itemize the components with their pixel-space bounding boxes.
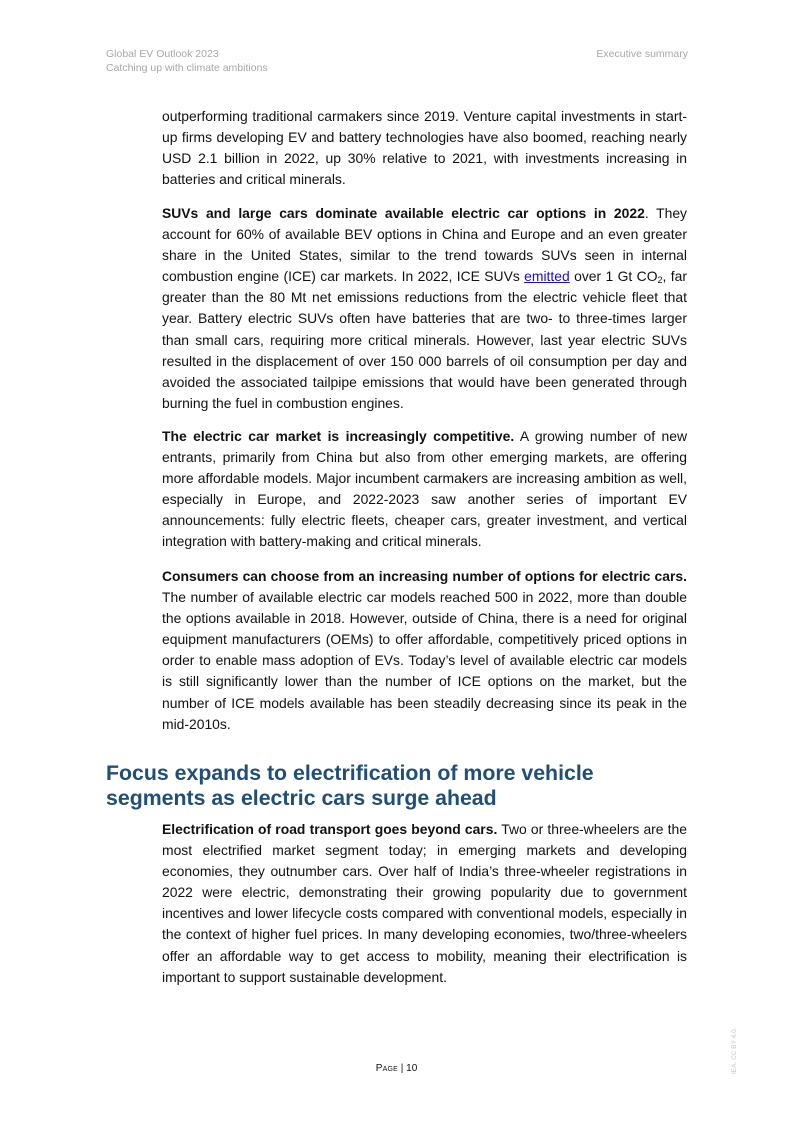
paragraph-competitive-market bbox=[162, 426, 687, 553]
paragraph-venture-capital bbox=[162, 106, 687, 190]
paragraph-text: The number of available electric car models reached 500 in 2022, more than double the options available in 2018. However, outside of China, there is a need for original equipment manufacturers (OEMs) to offer affordable, competitively priced options in order to enable mass adoption of EVs. Today’s level of available electric car models is still significantly lower than the number of ICE options on the market, but the number of ICE models available has been steadily decreasing since its peak in the mid-2010s. bbox=[162, 589, 687, 732]
emitted-link[interactable]: emitted bbox=[524, 268, 570, 285]
paragraph-consumer-options bbox=[162, 566, 687, 735]
section-heading bbox=[106, 761, 666, 811]
header-section-name: Executive summary bbox=[596, 48, 688, 60]
co2-subscript: 2 bbox=[657, 275, 663, 286]
paragraph-text: A growing number of new entrants, primarily from China but also from other emerging markets, are offering more affordable models. Major incumbent carmakers are increasing ambition as well, especially in Europe, and 2022-2023 saw another series of important EV announcements: fully electric fleets, cheaper cars, greater investment, and vertical integration with battery-making and critical minerals. bbox=[162, 428, 687, 550]
page-label: Page bbox=[375, 1063, 398, 1074]
page-separator: | bbox=[397, 1063, 407, 1074]
paragraph-text: . They account for 60% of available BEV options in China and Europe and an even greater share in the United States, similar to the trend towards SUVs seen in internal combustion engine (ICE) car markets. In 2022, ICE SUVs bbox=[162, 205, 687, 285]
page-header bbox=[106, 47, 688, 75]
section-heading-line2: segments as electric cars surge ahead bbox=[106, 786, 497, 810]
paragraph-lead: SUVs and large cars dominate available electric car options in 2022 bbox=[162, 205, 645, 221]
paragraph-text: , far greater than the 80 Mt net emissions reductions from the electric vehicle fleet that year. Battery electric SUVs often have batteries that are two- to three-times larger than small cars, requiring more critical minerals. However, last year electric SUVs resulted in the displacement of over 150 000 barrels of oil consumption per day and avoided the associated tailpipe emissions that would have been generated through burning the fuel in combustion engines. bbox=[162, 268, 688, 411]
paragraph-suvs bbox=[162, 203, 687, 414]
paragraph-lead: The electric car market is increasingly competitive. bbox=[162, 428, 515, 444]
paragraph-text: outperforming traditional carmakers since 2019. Venture capital investments in start-up firms developing EV and battery technologies have also boomed, reaching nearly USD 2.1 billion in 2022, up 30% relative to 2021, with investments increasing in batteries and critical minerals. bbox=[162, 108, 687, 188]
header-document-title: Global EV Outlook 2023 bbox=[106, 48, 219, 60]
section-heading-line1: Focus expands to electrification of more vehicle bbox=[106, 761, 594, 785]
header-document-subtitle: Catching up with climate ambitions bbox=[106, 62, 268, 74]
paragraph-road-transport bbox=[162, 819, 687, 988]
page-number: 10 bbox=[406, 1063, 418, 1074]
paragraph-text: Two or three-wheelers are the most electrified market segment today; in emerging markets and developing economies, they outnumber cars. Over half of India’s three-wheeler registrations in 2022 were electric, demonstrating their growing popularity due to government incentives and lower lifecycle costs compared with conventional models, especially in the context of higher fuel prices. In many developing economies, two/three-wheelers offer an affordable way to get access to mobility, meaning their electrification is important to support sustainable development. bbox=[162, 821, 687, 985]
paragraph-lead: Consumers can choose from an increasing number of options for electric cars. bbox=[162, 568, 687, 584]
paragraph-text: over 1 Gt CO bbox=[569, 268, 658, 285]
paragraph-lead: Electrification of road transport goes beyond cars. bbox=[162, 821, 498, 837]
page-footer bbox=[0, 1062, 793, 1076]
license-note: IEA. CC BY 4.0. bbox=[731, 1027, 738, 1074]
